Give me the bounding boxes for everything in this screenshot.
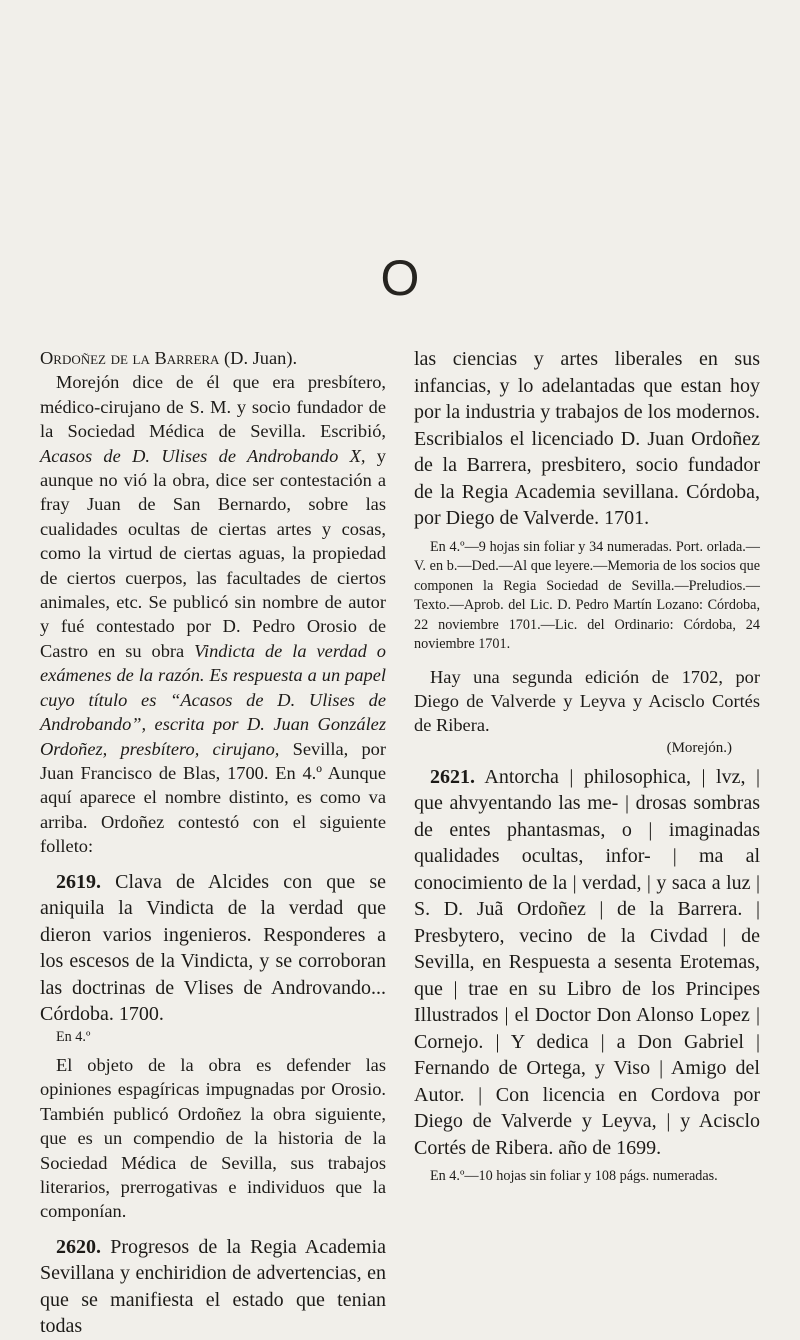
entry-title: Progresos de la Regia Academia Sevillana y enchiridion de advertencias, en que se manifiesta el estado que tenian todas [40,1235,386,1338]
entry-number: 2619. [56,870,101,893]
entry-2621 [414,764,760,1162]
section-letter: O [380,250,420,306]
entry-2620-continued: las ciencias y artes liberales en sus infancias, y lo adelantadas que estan hoy por la industria y trabajos de los modernos. Escribialos el licenciado D. Juan Ordoñez de la Barrera, presbitero, socio fundador de la Regia Academia sevillana. Córdoba, por Diego de Valverde. 1701. [414,348,760,529]
entry-note: El objeto de la obra es defender las opiniones espagíricas impugnadas por Orosio. También publicó Ordoñez la obra siguiente, que es un compendio de la historia de la Sociedad Médica de Sevilla, sus trabajos literarios, prerrogativas e individuos que la componían. [40,1055,386,1222]
entry-description: En 4.º—10 hojas sin foliar y 108 págs. numeradas. [430,1168,718,1185]
left-column [40,346,386,1340]
entry-number: 2620. [56,1235,101,1258]
entry-2620 [40,1234,386,1340]
author-forename: (D. Juan). [219,348,298,368]
entry-2619 [40,869,386,1028]
entry-number: 2621. [430,765,475,788]
entry-note: Hay una segunda edición de 1702, por Diego de Valverde y Leyva y Acisclo Cortés de Ribera. [414,666,760,736]
entry-format: En 4.º [56,1028,91,1045]
source-citation: (Morejón.) [666,739,732,756]
entry-title: Clava de Alcides con que se aniquila la Vindicta de la verdad que dieron varios ingenieros. Responderes a los escesos de la Vindicta, y se corroboran las doctrinas de Vlises de Androvando... Córdoba. 1700. [40,870,386,1026]
entry-heading [40,346,386,370]
author-name: Ordoñez de la Barrera [40,348,220,368]
entry-title: Antorcha | philosophica, | lvz, | que ahvyentando las me- | drosas sombras de entes phantasmas, o | imaginadas qualidades ocultas, infor- | ma al conocimiento de la | verdad, | y saca a luz | S. D. Juã Ordoñez | de la Barrera. | Presbytero, vecino de la Civdad | de Sevilla, en Respuesta a sesenta Erotemas, que | trae en su Libro de los Principes Illustrados | el Doctor Don Alonso Lopez | Cornejo. | Y dedica | a Don Gabriel | Fernando de Ortega, y Viso | Amigo del Autor. | Con licencia en Cordova por Diego de Valverde y Leyva, | y Acisclo Cortés de Ribera. año de 1699. [414,765,760,1159]
title-italic: Acasos de D. Ulises de Androbando X, [40,445,366,466]
right-column [414,346,760,1187]
title-italic: Vindicta de la verdad o exámenes de la razón. Es respuesta a un papel cuyo título es “Acasos de D. Ulises de Androbando”, escrita por D. Juan González Ordoñez, presbítero, cirujano, [40,640,386,759]
author-intro: Morejón dice de él que era presbítero, médico-cirujano de S. M. y socio fundador de la Sociedad Médica de Sevilla. Escribió, Acasos de D. Ulises de Androbando X, y aunque no vió la obra, dice ser contestación a fray Juan de San Bernardo, sobre las cualidades ocultas de ciertas artes y cosas, como la virtud de ciertas aguas, la propiedad de ciertos cuerpos, las facultades de ciertos animales, etc. Se publicó sin nombre de autor y fué contestado por D. Pedro Orosio de Castro en su obra Vindicta de la verdad o exámenes de la razón. Es respuesta a un papel cuyo título es “Acasos de D. Ulises de Androbando”, escrita por D. Juan González Ordoñez, presbítero, cirujano, Sevilla, por Juan Francisco de Blas, 1700. En 4.º Aunque aquí aparece el nombre distinto, es como va arriba. Ordoñez contestó con el siguiente folleto: [40,372,387,857]
entry-description: En 4.º—9 hojas sin foliar y 34 numeradas. Port. orlada.—V. en b.—Ded.—Al que leyere.—Memoria de los socios que componen la Regia Sociedad de Sevilla.—Preludios.—Texto.—Aprob. del Lic. D. Pedro Martín Lozano: Córdoba, 22 noviembre 1701.—Lic. del Ordinario: Córdoba, 24 noviembre 1701. [414,538,760,652]
